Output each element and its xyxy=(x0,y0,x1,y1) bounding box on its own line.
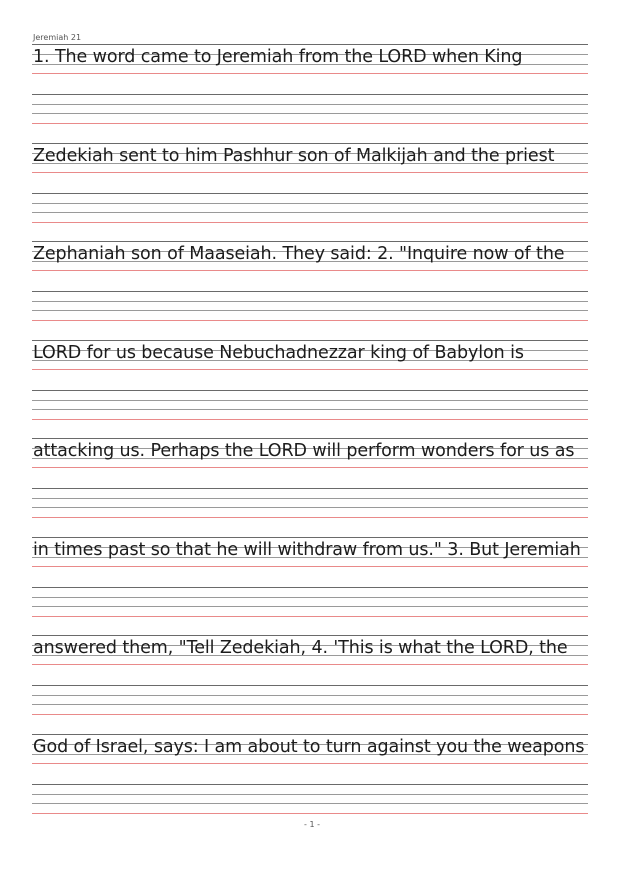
page-number: - 1 - xyxy=(304,820,320,829)
tracing-text-line: God of Israel, says: I am about to turn against you the weapons xyxy=(33,737,585,757)
guide-rule xyxy=(32,301,588,302)
guide-rule xyxy=(32,794,588,795)
tracing-text-line: Zephaniah son of Maaseiah. They said: 2. "Inquire now of the xyxy=(33,244,565,264)
guide-rule xyxy=(32,143,588,144)
guide-rule xyxy=(32,597,588,598)
baseline-guide-rule xyxy=(32,270,588,271)
tracing-text-line: in times past so that he will withdraw from us." 3. But Jeremiah xyxy=(33,540,581,560)
guide-rule xyxy=(32,44,588,45)
guide-rule xyxy=(32,212,588,213)
guide-rule xyxy=(32,695,588,696)
guide-rule xyxy=(32,390,588,391)
baseline-guide-rule xyxy=(32,320,588,321)
guide-rule xyxy=(32,507,588,508)
guide-rule xyxy=(32,310,588,311)
guide-rule xyxy=(32,734,588,735)
guide-rule xyxy=(32,340,588,341)
guide-rule xyxy=(32,498,588,499)
baseline-guide-rule xyxy=(32,369,588,370)
guide-rule xyxy=(32,241,588,242)
baseline-guide-rule xyxy=(32,714,588,715)
baseline-guide-rule xyxy=(32,566,588,567)
guide-rule xyxy=(32,409,588,410)
baseline-guide-rule xyxy=(32,664,588,665)
tracing-text-line: LORD for us because Nebuchadnezzar king of Babylon is xyxy=(33,343,524,363)
guide-rule xyxy=(32,685,588,686)
baseline-guide-rule xyxy=(32,813,588,814)
guide-rule xyxy=(32,803,588,804)
guide-rule xyxy=(32,104,588,105)
tracing-text-line: answered them, "Tell Zedekiah, 4. 'This is what the LORD, the xyxy=(33,638,568,658)
guide-rule xyxy=(32,193,588,194)
guide-rule xyxy=(32,203,588,204)
page-header: Jeremiah 21 xyxy=(33,33,82,42)
tracing-text-line: attacking us. Perhaps the LORD will perform wonders for us as xyxy=(33,441,575,461)
guide-rule xyxy=(32,784,588,785)
baseline-guide-rule xyxy=(32,222,588,223)
baseline-guide-rule xyxy=(32,123,588,124)
guide-rule xyxy=(32,438,588,439)
guide-rule xyxy=(32,635,588,636)
baseline-guide-rule xyxy=(32,517,588,518)
tracing-text-line: 1. The word came to Jeremiah from the LORD when King xyxy=(33,47,523,67)
guide-rule xyxy=(32,400,588,401)
guide-rule xyxy=(32,606,588,607)
guide-rule xyxy=(32,704,588,705)
tracing-text-line: Zedekiah sent to him Pashhur son of Malkijah and the priest xyxy=(33,146,555,166)
guide-rule xyxy=(32,537,588,538)
guide-rule xyxy=(32,113,588,114)
baseline-guide-rule xyxy=(32,419,588,420)
baseline-guide-rule xyxy=(32,172,588,173)
guide-rule xyxy=(32,587,588,588)
guide-rule xyxy=(32,291,588,292)
baseline-guide-rule xyxy=(32,73,588,74)
guide-rule xyxy=(32,94,588,95)
baseline-guide-rule xyxy=(32,616,588,617)
baseline-guide-rule xyxy=(32,763,588,764)
guide-rule xyxy=(32,488,588,489)
baseline-guide-rule xyxy=(32,467,588,468)
